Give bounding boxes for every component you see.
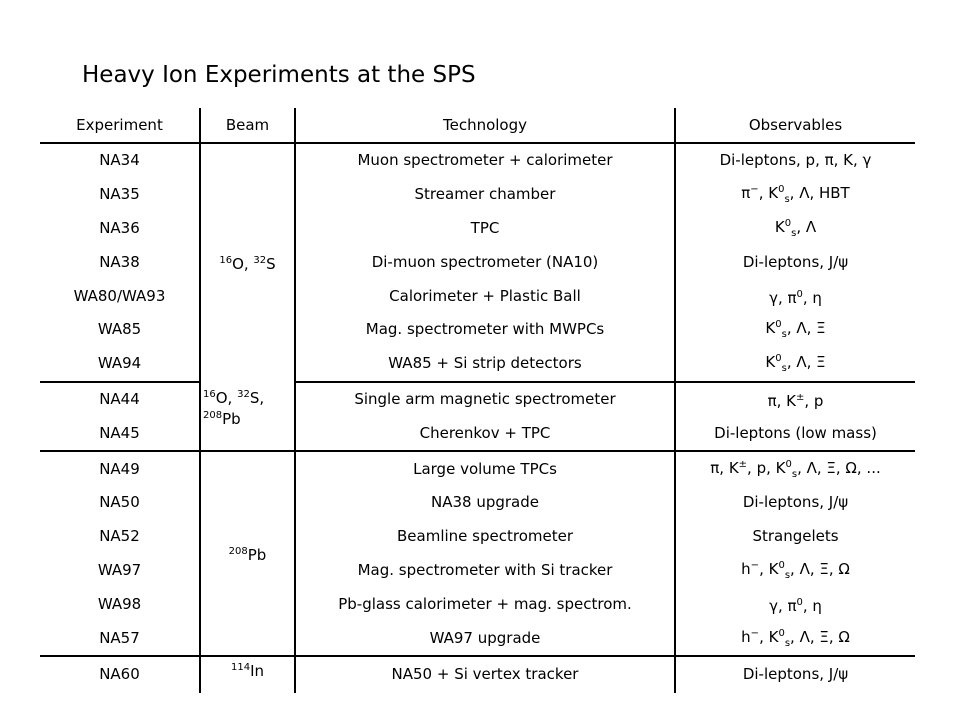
beam-cell: $^{114}$In: [200, 656, 295, 693]
header-experiment: Experiment: [76, 115, 163, 134]
slide-title: Heavy Ion Experiments at the SPS: [82, 62, 476, 88]
header-observables: Observables: [675, 108, 915, 143]
experiment-cell: WA97: [97, 560, 142, 579]
technology-cell: Calorimeter + Plastic Ball: [295, 279, 675, 313]
table-row: [40, 313, 915, 347]
observables-cell: Strangelets: [675, 520, 915, 554]
technology-cell: Single arm magnetic spectrometer: [295, 382, 675, 417]
table-row: [40, 520, 915, 554]
table-row: [40, 382, 915, 417]
table-row: [40, 245, 915, 279]
experiment-cell: NA52: [99, 527, 140, 546]
observables-cell: π−, $K^0_s$, Λ, HBT: [675, 178, 915, 212]
technology-cell: WA85 + Si strip detectors: [295, 347, 675, 382]
observables-cell: h−, $K^0_s$, Λ, Ξ, Ω: [675, 621, 915, 656]
beam-cell: $^{208}$Pb: [200, 451, 295, 656]
technology-cell: Beamline spectrometer: [295, 520, 675, 554]
technology-cell: Mag. spectrometer with Si tracker: [295, 554, 675, 588]
table-row: [40, 656, 915, 693]
table-row: [40, 621, 915, 656]
observables-cell: $K^0_s$, Λ, Ξ: [675, 347, 915, 382]
technology-cell: TPC: [295, 212, 675, 246]
observables-cell: Di-leptons, J/ψ: [675, 486, 915, 520]
technology-cell: Di-muon spectrometer (NA10): [295, 245, 675, 279]
technology-cell: NA38 upgrade: [295, 486, 675, 520]
observables-cell: π, K±, p, $K^0_s$, Λ, Ξ, Ω, ...: [675, 451, 915, 486]
observables-cell: π, K±, p: [675, 382, 915, 417]
table-row: [40, 451, 915, 486]
experiments-table: [40, 108, 915, 693]
observables-cell: Di-leptons (low mass): [675, 416, 915, 451]
observables-cell: γ, $\pi^0$, η: [675, 587, 915, 621]
technology-cell: Large volume TPCs: [295, 451, 675, 486]
table-row: [40, 486, 915, 520]
experiment-cell: NA35: [99, 185, 140, 204]
table-row: [40, 143, 915, 178]
observables-cell: $K^0_s$, Λ, Ξ: [675, 313, 915, 347]
technology-cell: WA97 upgrade: [295, 621, 675, 656]
table-row: [40, 587, 915, 621]
header-technology: Technology: [295, 108, 675, 143]
experiment-cell: WA94: [40, 347, 200, 382]
table-row: [40, 178, 915, 212]
table-row: [40, 347, 915, 382]
experiment-cell: NA49: [99, 459, 140, 478]
table-row: [40, 212, 915, 246]
experiment-cell: WA85: [97, 320, 142, 339]
technology-cell: NA50 + Si vertex tracker: [295, 656, 675, 693]
technology-cell: Streamer chamber: [295, 178, 675, 212]
experiment-cell: NA36: [99, 218, 140, 237]
experiment-cell: NA57: [40, 621, 200, 656]
table-row: [40, 416, 915, 451]
technology-cell: Cherenkov + TPC: [295, 416, 675, 451]
table-header-row: [40, 108, 915, 143]
experiment-cell: NA34: [40, 143, 200, 178]
beam-cell: $^{16}$O, $^{32}$S, $^{208}$Pb: [200, 382, 295, 452]
beam-cell: $^{16}$O, $^{32}$S: [200, 143, 295, 382]
experiment-cell: NA44: [99, 389, 140, 408]
experiment-cell: NA60: [99, 665, 140, 684]
technology-cell: Pb-glass calorimeter + mag. spectrom.: [295, 587, 675, 621]
experiment-cell: NA50: [99, 493, 140, 512]
observables-cell: h−, $K^0_s$, Λ, Ξ, Ω: [675, 554, 915, 588]
observables-cell: Di-leptons, J/ψ: [675, 656, 915, 693]
table-row: [40, 279, 915, 313]
experiment-cell: NA38: [99, 252, 140, 271]
observables-cell: γ, $\pi^0$, η: [675, 279, 915, 313]
observables-cell: Di-leptons, J/ψ: [675, 245, 915, 279]
header-beam: Beam: [200, 108, 295, 143]
experiment-cell: NA45: [40, 416, 200, 451]
technology-cell: Mag. spectrometer with MWPCs: [295, 313, 675, 347]
observables-cell: Di-leptons, p, π, K, γ: [675, 143, 915, 178]
experiment-cell: WA80/WA93: [73, 286, 166, 305]
observables-cell: $K^0_s$, Λ: [675, 212, 915, 246]
technology-cell: Muon spectrometer + calorimeter: [295, 143, 675, 178]
table-row: [40, 554, 915, 588]
experiment-cell: WA98: [97, 594, 142, 613]
